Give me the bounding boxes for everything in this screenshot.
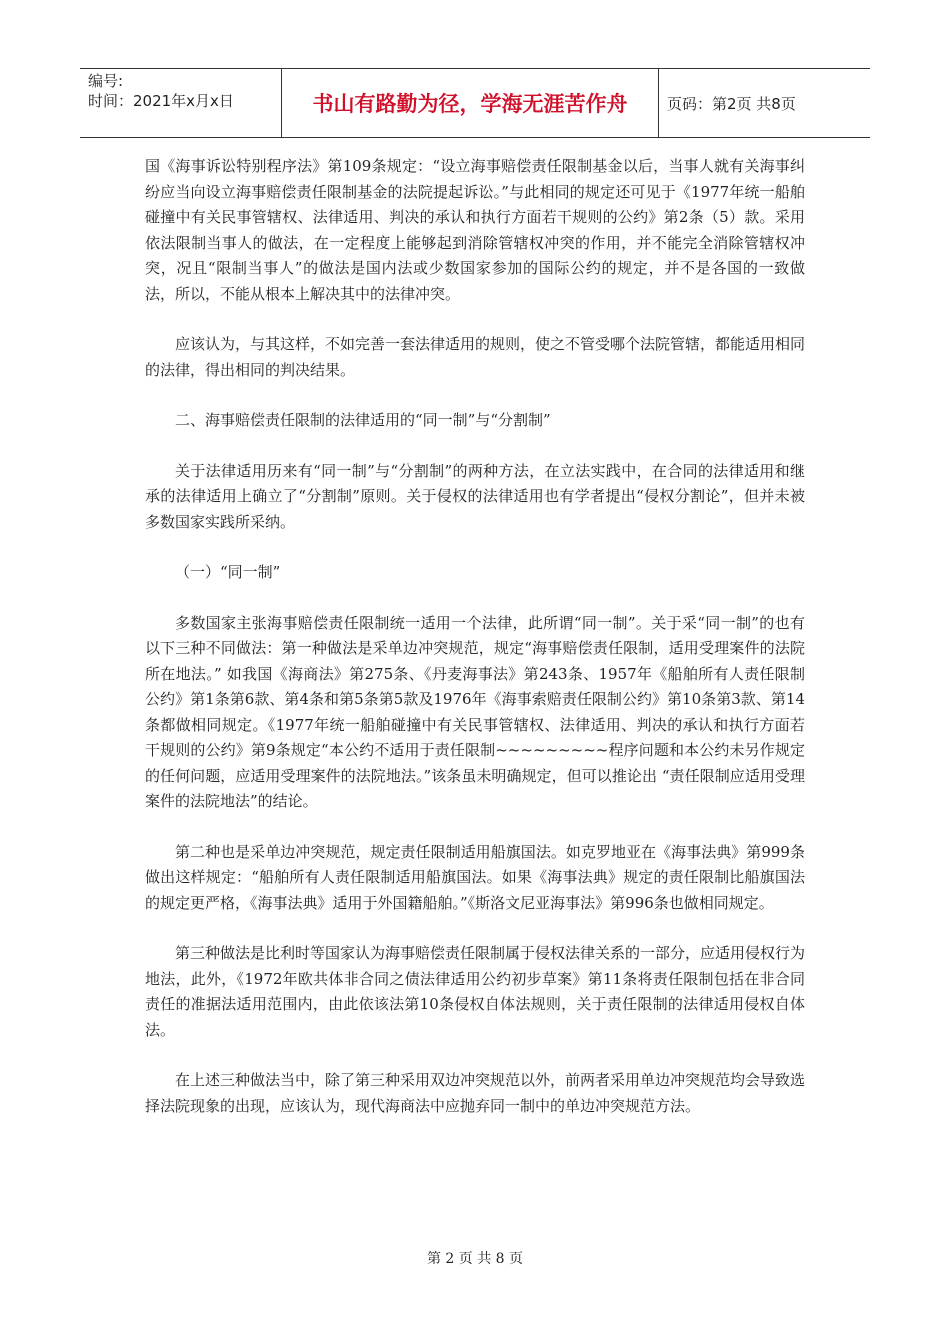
document-time-label: 时间：2021年x月x日 (88, 92, 234, 110)
paragraph: 在上述三种做法当中，除了第三种采用双边冲突规范以外，前两者采用单边冲突规范均会导致选择法院现象的出现，应该认为，现代海商法中应抛弃同一制中的单边冲突规范方法。 (145, 1071, 806, 1115)
section-heading: 二、海事赔偿责任限制的法律适用的“同一制”与“分割制” (175, 411, 551, 429)
paragraph: 应该认为，与其这样，不如完善一套法律适用的规则，使之不管受哪个法院管辖，都能适用相同的法律，得出相同的判决结果。 (145, 335, 806, 379)
paragraph: 多数国家主张海事赔偿责任限制统一适用一个法律，此所谓“同一制”。关于采“同一制”的也有以下三种不同做法：第一种做法是采单边冲突规范，规定“海事赔偿责任限制，适用受理案件的法院所在地法。” 如我国《海商法》第275条、《丹麦海事法》第243条、1957年《船舶所有人责任限制公约》第1条第6款、第4条和第5条第5款及1976年《海事索赔责任限制公约》第10条第3款、第14条都做相同规定。《1977年统一船舶碰撞中有关民事管辖权、法律适用、判决的承认和执行方面若干规则的公约》第9条规定“本公约不适用于责任限制~~~~~~~~~程序问题和本公约未另作规定的任何问题，应适用受理案件的法院地法。”该条虽未明确规定，但可以推论出 “责任限制应适用受理案件的法院地法”的结论。 (145, 613, 805, 810)
page-footer: 第 2 页 共 8 页 (426, 1251, 524, 1267)
paragraph: 第二种也是采单边冲突规范，规定责任限制适用船旗国法。如克罗地亚在《海事法典》第999条做出这样规定：“船舶所有人责任限制适用船旗国法。如果《海事法典》规定的责任限制比船旗国法的规定更严格，《海事法典》适用于外国籍船舶。”《斯洛文尼亚海事法》第996条也做相同规定。 (145, 842, 805, 912)
paragraph: 第三种做法是比利时等国家认为海事赔偿责任限制属于侵权法律关系的一部分，应适用侵权行为地法，此外，《1972年欧共体非合同之债法律适用公约初步草案》第11条将责任限制包括在非合同责任的准据法适用范围内，由此依该法第10条侵权自体法规则，关于责任限制的法律适用侵权自体法。 (145, 944, 806, 1039)
document-body (145, 154, 805, 1144)
document-number-label: 编号: (88, 72, 124, 90)
subsection-heading: （一）“同一制” (175, 563, 281, 581)
header-motto: 书山有路勤为径，学海无涯苦作舟 (282, 69, 659, 137)
header-meta (80, 69, 282, 137)
header-page-info: 页码：第2页 共8页 (667, 94, 796, 113)
paragraph: 国《海事诉讼特别程序法》第109条规定：“设立海事赔偿责任限制基金以后，当事人就有关海事纠纷应当向设立海事赔偿责任限制基金的法院提起诉讼。”与此相同的规定还可见于《1977年统一船舶碰撞中有关民事管辖权、法律适用、判决的承认和执行方面若干规则的公约》第2条（5）款。采用依法限制当事人的做法，在一定程度上能够起到消除管辖权冲突的作用，并不能完全消除管辖权冲突，况且“限制当事人”的做法是国内法或少数国家参加的国际公约的规定，并不是各国的一致做法，所以，不能从根本上解决其中的法律冲突。 (145, 157, 805, 303)
page-header (80, 68, 870, 138)
paragraph: 关于法律适用历来有“同一制”与“分割制”的两种方法，在立法实践中，在合同的法律适用和继承的法律适用上确立了“分割制”原则。关于侵权的法律适用也有学者提出“侵权分割论”，但并未被多数国家实践所采纳。 (145, 461, 805, 531)
